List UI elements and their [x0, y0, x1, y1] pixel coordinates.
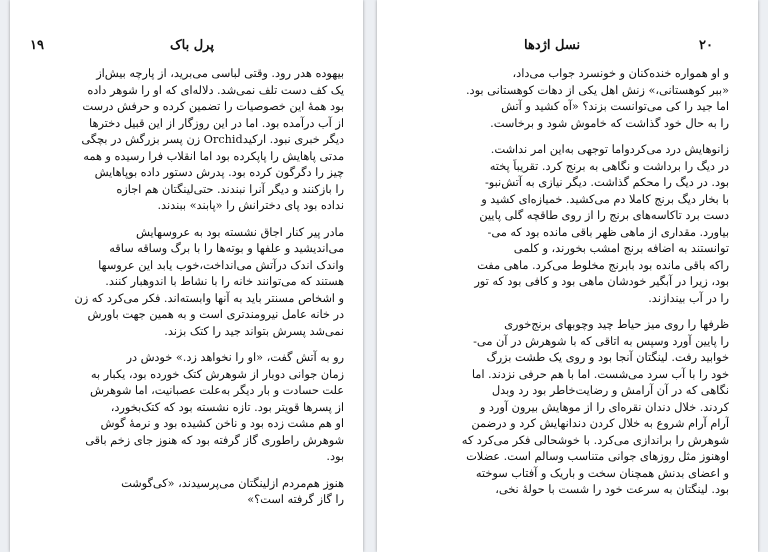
text-line: از پسرها قویتر بود. تازه نشسته بود که کتک‌بخورد، [110, 400, 344, 414]
paragraph [26, 350, 344, 466]
text-line: هنوز هم‌مردم ازلینگتان می‌پرسیدند، «کی‌گوشت [121, 476, 344, 490]
text-line: را به حال خود گذاشت که خاموش شود و برخاست. [490, 116, 729, 130]
text-line: ظرفها را روی میز حیاط چید وچوبهای برنج‌خوری [504, 318, 729, 331]
text-line: هستند که می‌توانند خانه را با نشاط با اندوهبار کنند. [105, 275, 344, 288]
page-body-text [26, 66, 344, 509]
text-line: را در آب بیندازند. [648, 291, 729, 305]
text-line: دست برد تاکاسه‌های برنج را از روی طاقچه گلی پایین [479, 209, 729, 222]
text-line: در دیگ را برداشت و نگاهی به برنج کرد. تقریباً پخته [489, 159, 729, 173]
paragraph [26, 66, 344, 215]
text-line: نمی‌شد پسرش بتواند جید را کتک بزند. [164, 324, 344, 338]
text-line: در خانه عامل نیرومندتری است و به همین جهت باورش [87, 308, 344, 321]
text-line: بود، زیرا در آبگیر خودشان ماهی بود و کافی بود که تور [474, 275, 729, 288]
text-line: اوهنوز مثل روزهای جوانی متناسب وسالم است. عضلات [466, 450, 729, 463]
text-line: بیاورد. مقداری از ماهی ظهر باقی مانده بود که می- [487, 225, 729, 239]
text-line: زمان جوانی دوبار از شوهرش کتک خورده بود، یکبار به [90, 367, 344, 381]
text-line: می‌اندیشید و علفها و بوته‌ها را با برگ وساقه ساقه [109, 242, 344, 255]
text-line: بیهوده هدر رود. وقتی لباسی می‌برید، از پارچه بیش‌از [96, 67, 344, 80]
text-line: شوهرش را براندازی می‌کرد. با خوشحالی فکر می‌کرد که [461, 433, 729, 447]
text-line: و اعضای بدنش همچنان سخت و باریک و آفتاب سوخته [475, 466, 729, 480]
page-number: ۱۹ [30, 38, 44, 53]
text-line: یک کف دست تلف نمی‌شد. دلاله‌ای که او را شوهر داده [87, 83, 344, 97]
page-number: ۲۰ [699, 38, 713, 53]
text-line: را پایین آورد وسپس به اتاقی که با شوهرش در آن می- [473, 334, 729, 348]
text-line: کردند. خلال دندان نقره‌ای را از موهایش بیرون آورد و [479, 400, 729, 414]
text-line: اما جید را کی می‌توانست بزند؟ «آه کشید و آتش [501, 100, 729, 113]
paragraph [413, 317, 729, 499]
text-line: با بخار دیگ برنج کاملا دم می‌کشید. خمیازه‌ای کشید و [481, 192, 729, 206]
text-line: واندک اندک درآتش می‌انداخت،خوب یابد این عروسها [98, 258, 344, 272]
text-line: راکه باقی مانده بود بابرنج مخلوط می‌کرد. ماهی مفت [477, 258, 729, 272]
text-line: و اشخاص مسنتر باید به آنها وابسته‌اند. فکر می‌کرد که زن [74, 291, 344, 305]
text-line: بود همهٔ این خصوصیات را تضمین کرده و حرفش درست [82, 100, 344, 113]
right-page [377, 0, 758, 552]
paragraph [26, 476, 344, 509]
running-header: پرل باک [170, 38, 214, 53]
text-line: مادر پیر کنار اجاق نشسته بود به عروسهایش [136, 225, 344, 239]
page-body-text [413, 66, 729, 499]
text-line: از آب درآمده بود. اما در این روزگار از این قبیل دخترها [89, 116, 344, 130]
text-line: چیز را دگرگون کرده بود. پدرش دستور داده بوپاهایش [94, 166, 344, 179]
text-line: دیگر خبری نبود. ارکیدOrchid زن پسر بزرگش در بچگی [81, 133, 344, 146]
running-header: نسل اژدها [524, 38, 581, 53]
text-line: «ببر کوهستانی،» زنش اهل یکی از دهات کوهستانی بود. [465, 83, 729, 97]
text-line: خوابید رفت. لینگتان آنجا بود و روی یک طشت بزرگ [486, 351, 729, 364]
text-line: خود را با آب سرد می‌شست. اما با هم حرفی نزدند. اما [471, 367, 729, 381]
paragraph [26, 225, 344, 341]
paragraph [413, 142, 729, 307]
text-line: را گاز گرفته است؟» [247, 493, 344, 506]
text-line: را بازکنند و دیگر آنرا نبندند. حتی‌لینگتان هم اجازه [116, 182, 344, 196]
text-line: رو به آتش گفت، «او را نخواهد زد.» خودش در [126, 351, 344, 364]
text-line: زانوهایش درد می‌کردواما توجهی به‌این امر نداشت. [490, 143, 729, 156]
text-line: بود. در دیگ را محکم گذاشت. دیگر نیازی به آتش‌نبو- [484, 176, 729, 189]
text-line: نگاهی که در آن آرامش و رضایت‌خاطر بود رد وبدل [491, 384, 729, 397]
left-page [10, 0, 363, 552]
text-line: بود. [326, 450, 344, 463]
paragraph [413, 66, 729, 132]
text-line: شوهرش راطوری گاز گرفته بود که هنوز جای زخم باقی [85, 433, 344, 447]
text-line: و او همواره خنده‌کنان و خونسرد جواب می‌داد، [512, 67, 729, 80]
text-line: مدتی پاهایش را پاپکرده بود اما انقلاب فرا رسیده و همه [83, 149, 344, 163]
text-line: علت حسادت و بار دیگر به‌علت عصبانیت، اما شوهرش [90, 384, 344, 397]
text-line: نداده بود پای دخترانش را «پابند» ببندند. [157, 199, 344, 212]
text-line: آرام آرام شروع به خلال کردن دندانهایش کرد و درضمن [471, 417, 729, 430]
text-line: توانستند به اضافه برنج امشب بخورند، و کلمی [513, 242, 729, 255]
text-line: بود. لینگتان به سرعت خود را شست با حولهٔ نخی، [495, 483, 729, 496]
text-line: او هم مشت زده بود و ناخن کشیده بود و نرمهٔ گوش [100, 417, 344, 430]
